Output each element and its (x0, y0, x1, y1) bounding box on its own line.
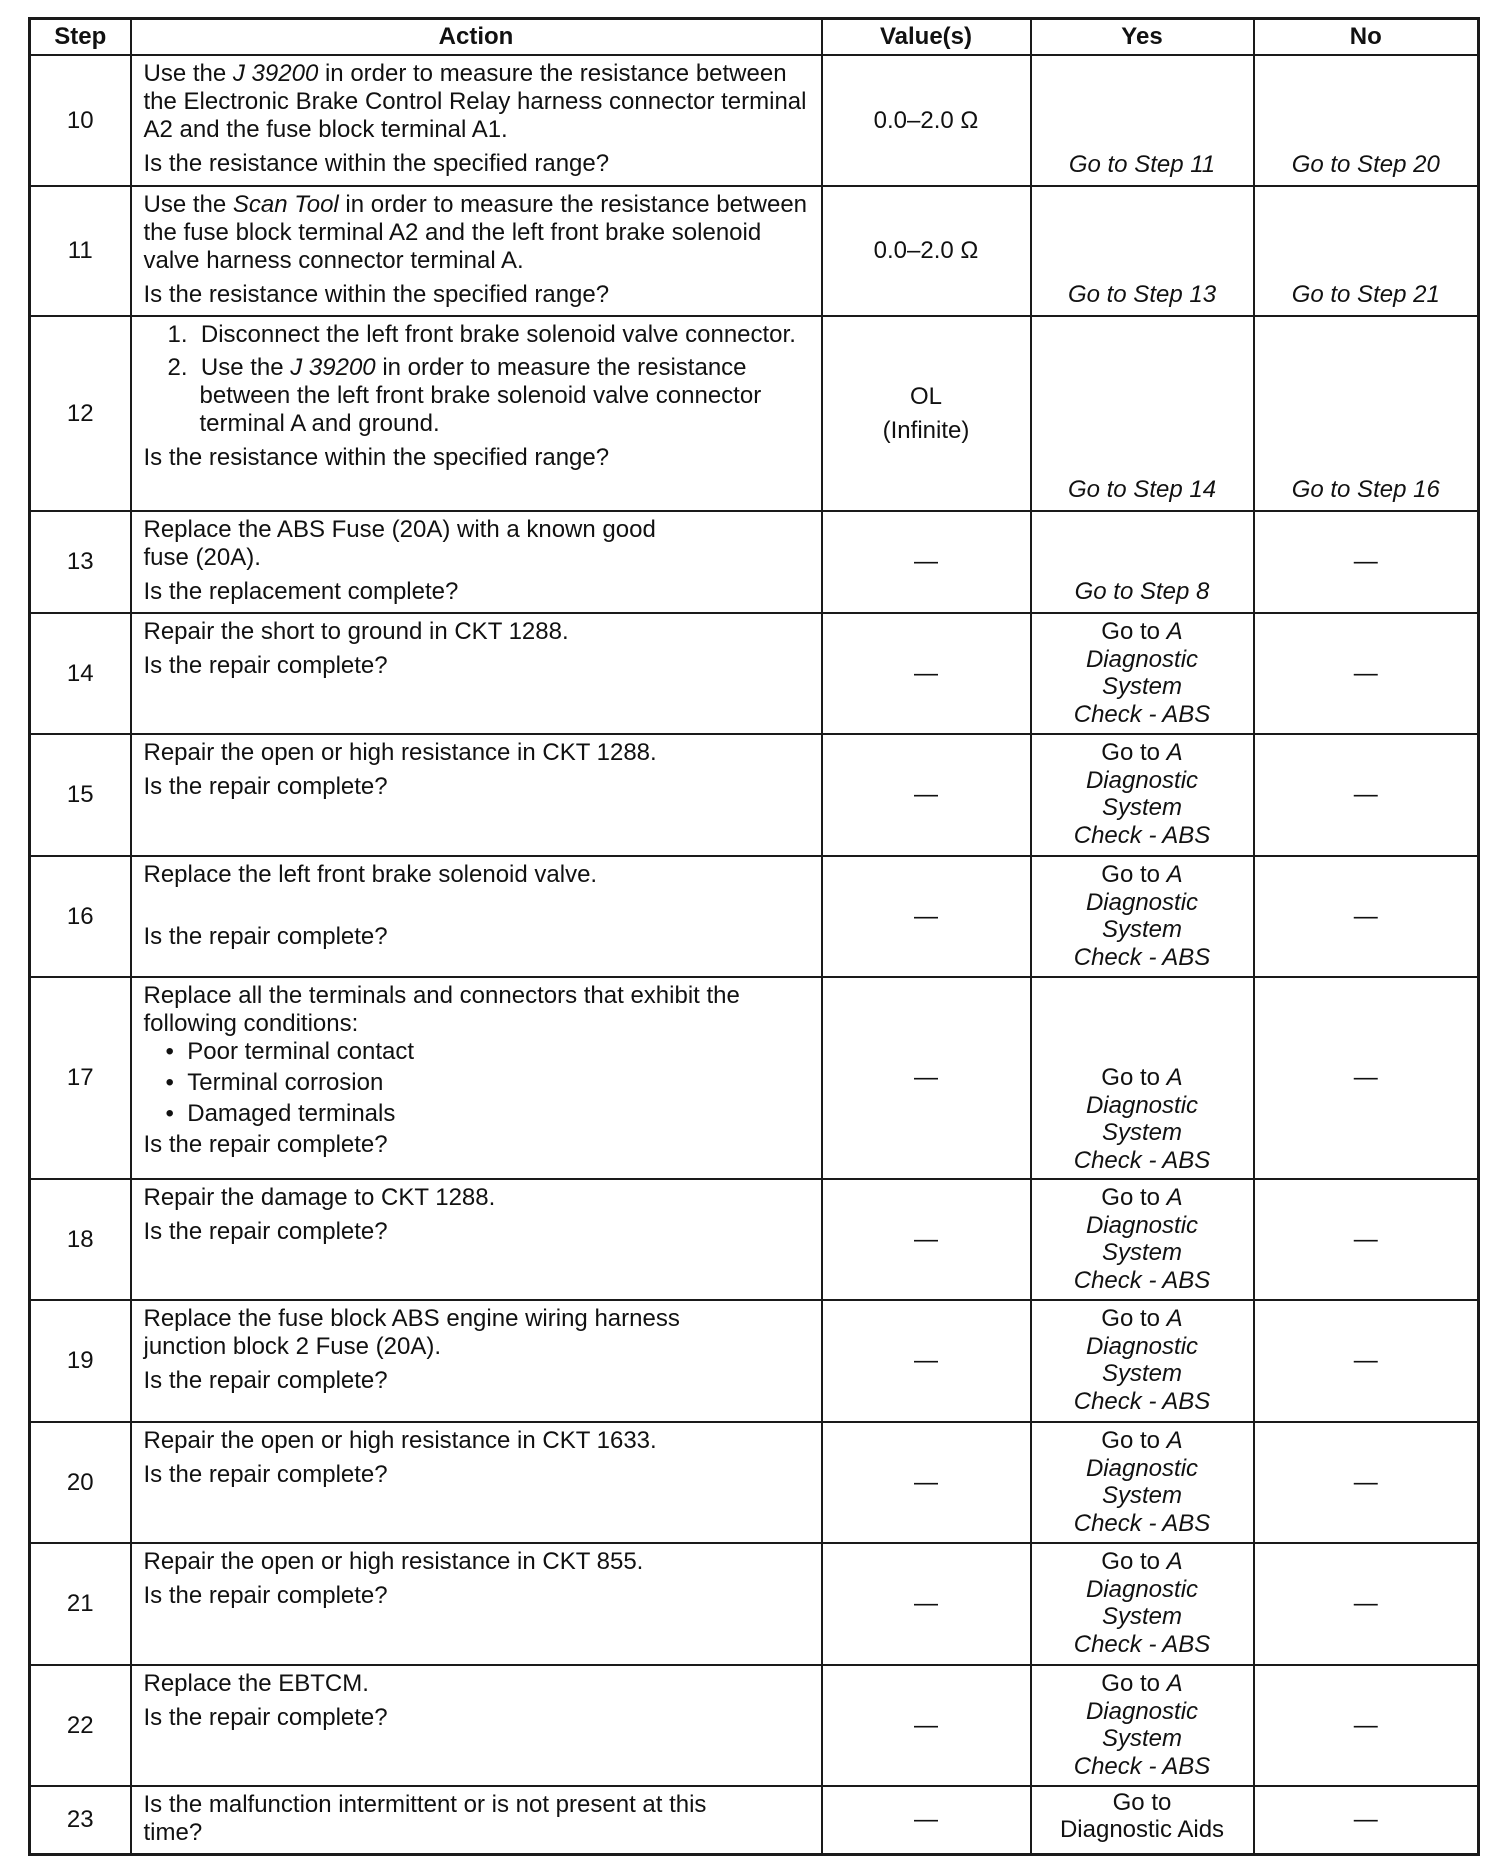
yes-cell (1031, 613, 1254, 734)
action-cell (131, 1786, 822, 1855)
step-number: 11 (30, 186, 131, 316)
action-cell (131, 856, 822, 977)
table-row (30, 1422, 1479, 1543)
yes-cell (1031, 1422, 1254, 1543)
yes-cell (1031, 1786, 1254, 1855)
value-cell: — (822, 1786, 1031, 1855)
yes-cell (1031, 1179, 1254, 1300)
diagnostic-table (28, 17, 1480, 1856)
yes-cell (1031, 1665, 1254, 1786)
action-cell (131, 1179, 822, 1300)
no-cell (1254, 856, 1479, 977)
header-no: No (1254, 19, 1479, 56)
value-cell: — (822, 856, 1031, 977)
action-cell (131, 1300, 822, 1422)
action-cell (131, 977, 822, 1179)
action-question: Is the resistance within the specified range? (143, 281, 610, 308)
no-goto: Go to Step 21 (1291, 281, 1440, 308)
diagnostic-check-link: Go to A Diagnostic System Check - ABS (1073, 1064, 1211, 1174)
action-cell (131, 55, 822, 186)
no-dash: — (1353, 781, 1378, 808)
diagnostic-check-link: Go to A Diagnostic System Check - ABS (1073, 1305, 1211, 1415)
no-dash: — (1353, 1806, 1378, 1833)
header-row (30, 19, 1479, 56)
step-number: 12 (30, 316, 131, 511)
yes-cell (1031, 856, 1254, 977)
diagnostic-check-link: Go to A Diagnostic System Check - ABS (1073, 1670, 1211, 1780)
no-dash: — (1353, 1590, 1378, 1617)
numbered-item: 1. Disconnect the left front brake solenoid valve connector. (167, 321, 796, 348)
step-number: 18 (30, 1179, 131, 1300)
yes-cell (1031, 1300, 1254, 1422)
value-line: (Infinite) (882, 416, 970, 444)
step-number: 13 (30, 511, 131, 613)
table-row (30, 734, 1479, 856)
diagnostic-aids-link: Go to Diagnostic Aids (1059, 1789, 1225, 1843)
step-number: 20 (30, 1422, 131, 1543)
no-dash: — (1353, 1064, 1378, 1091)
no-goto: Go to Step 16 (1291, 476, 1440, 503)
no-cell (1254, 1422, 1479, 1543)
action-text: Repair the open or high resistance in CKT 1633. (143, 1427, 657, 1454)
action-cell (131, 613, 822, 734)
action-text: Repair the open or high resistance in CKT 855. (143, 1548, 644, 1575)
action-question: Is the repair complete? (143, 1218, 388, 1245)
no-dash: — (1353, 548, 1378, 575)
table-row (30, 186, 1479, 316)
value-cell: — (822, 613, 1031, 734)
bullet-item: • Terminal corrosion (165, 1069, 384, 1096)
action-question: Is the repair complete? (143, 652, 388, 679)
diagnostic-check-link: Go to A Diagnostic System Check - ABS (1073, 618, 1211, 728)
value-cell: — (822, 1665, 1031, 1786)
action-text: Replace the fuse block ABS engine wiring harness junction block 2 Fuse (20A). (143, 1305, 680, 1360)
diagnostic-check-link: Go to A Diagnostic System Check - ABS (1073, 1427, 1211, 1537)
action-question: Is the repair complete? (143, 1461, 388, 1488)
action-text: Replace the left front brake solenoid valve. (143, 861, 598, 888)
table-row (30, 1665, 1479, 1786)
diagnostic-check-link: Go to A Diagnostic System Check - ABS (1073, 739, 1211, 849)
header-action: Action (131, 19, 822, 56)
no-cell (1254, 977, 1479, 1179)
yes-cell (1031, 55, 1254, 186)
no-cell (1254, 1300, 1479, 1422)
step-number: 22 (30, 1665, 131, 1786)
value-cell (822, 316, 1031, 511)
action-question: Is the repair complete? (143, 1704, 388, 1731)
bullet-item: • Damaged terminals (165, 1100, 396, 1127)
step-number: 14 (30, 613, 131, 734)
table-row (30, 977, 1479, 1179)
yes-cell (1031, 511, 1254, 613)
action-text: Replace all the terminals and connectors that exhibit the following conditions: (143, 982, 740, 1037)
action-question: Is the repair complete? (143, 773, 388, 800)
no-cell (1254, 1786, 1479, 1855)
value-cell: 0.0–2.0 Ω (822, 186, 1031, 316)
action-question: Is the malfunction intermittent or is not present at this time? (143, 1791, 707, 1846)
action-cell (131, 1665, 822, 1786)
value-line: OL (909, 382, 942, 410)
table-row (30, 1179, 1479, 1300)
step-number: 15 (30, 734, 131, 856)
action-text: Replace the ABS Fuse (20A) with a known good fuse (20A). (143, 516, 656, 571)
yes-cell (1031, 977, 1254, 1179)
table-row (30, 511, 1479, 613)
action-text: Repair the damage to CKT 1288. (143, 1184, 496, 1211)
action-text: Use the J 39200 in order to measure the resistance between the Electronic Brake Control Relay harness connector terminal A2 and the fuse block terminal A1. (143, 60, 807, 143)
header-yes: Yes (1031, 19, 1254, 56)
yes-cell (1031, 316, 1254, 511)
no-dash: — (1353, 1468, 1378, 1496)
value-cell: — (822, 511, 1031, 613)
value-cell: 0.0–2.0 Ω (822, 55, 1031, 186)
step-number: 16 (30, 856, 131, 977)
yes-goto: Go to Step 13 (1067, 281, 1217, 308)
yes-cell (1031, 1543, 1254, 1665)
no-dash: — (1353, 1347, 1378, 1374)
table-row (30, 1300, 1479, 1422)
value-cell: — (822, 1543, 1031, 1665)
yes-goto: Go to Step 8 (1074, 578, 1210, 605)
action-question: Is the resistance within the specified range? (143, 444, 610, 471)
action-cell (131, 186, 822, 316)
value-cell: — (822, 1422, 1031, 1543)
no-cell (1254, 1543, 1479, 1665)
action-question: Is the repair complete? (143, 1131, 388, 1158)
no-cell (1254, 55, 1479, 186)
action-cell (131, 1543, 822, 1665)
no-cell (1254, 1179, 1479, 1300)
value-cell: — (822, 734, 1031, 856)
no-dash: — (1353, 1711, 1378, 1739)
step-number: 10 (30, 55, 131, 186)
diagnostic-check-link: Go to A Diagnostic System Check - ABS (1073, 1184, 1211, 1294)
action-question: Is the resistance within the specified range? (143, 150, 610, 177)
table-row (30, 1543, 1479, 1665)
no-cell (1254, 613, 1479, 734)
step-number: 21 (30, 1543, 131, 1665)
step-number: 23 (30, 1786, 131, 1855)
table-row (30, 856, 1479, 977)
action-question: Is the repair complete? (143, 1582, 388, 1609)
no-dash: — (1353, 1225, 1378, 1253)
value-cell: — (822, 977, 1031, 1179)
action-text: Repair the open or high resistance in CKT 1288. (143, 739, 657, 766)
value-cell: — (822, 1179, 1031, 1300)
numbered-item: 2. Use the J 39200 in order to measure the resistance between the left front brake solenoid valve connector terminal A and ground. (167, 354, 762, 437)
table-row (30, 316, 1479, 511)
table-row (30, 55, 1479, 186)
no-cell (1254, 734, 1479, 856)
yes-goto: Go to Step 11 (1068, 151, 1216, 178)
no-cell (1254, 316, 1479, 511)
no-goto: Go to Step 20 (1291, 151, 1440, 178)
value-cell: — (822, 1300, 1031, 1422)
yes-goto: Go to Step 14 (1067, 476, 1217, 503)
action-question: Is the repair complete? (143, 923, 388, 950)
header-step: Step (30, 19, 131, 56)
no-cell (1254, 1665, 1479, 1786)
table-row (30, 1786, 1479, 1855)
header-values: Value(s) (822, 19, 1031, 56)
action-text: Replace the EBTCM. (143, 1670, 369, 1697)
action-cell (131, 316, 822, 511)
step-number: 19 (30, 1300, 131, 1422)
table-row (30, 613, 1479, 734)
action-text: Use the Scan Tool in order to measure the resistance between the fuse block terminal A2 and the left front brake solenoid valve harness connector terminal A. (143, 191, 808, 274)
yes-cell (1031, 734, 1254, 856)
step-number: 17 (30, 977, 131, 1179)
action-cell (131, 734, 822, 856)
bullet-item: • Poor terminal contact (165, 1038, 415, 1065)
diagnostic-check-link: Go to A Diagnostic System Check - ABS (1073, 861, 1211, 971)
no-dash: — (1353, 902, 1378, 930)
no-cell (1254, 511, 1479, 613)
action-cell (131, 511, 822, 613)
no-cell (1254, 186, 1479, 316)
action-question: Is the repair complete? (143, 1367, 388, 1394)
action-text: Repair the short to ground in CKT 1288. (143, 618, 569, 645)
action-cell (131, 1422, 822, 1543)
action-question: Is the replacement complete? (143, 578, 459, 605)
yes-cell (1031, 186, 1254, 316)
no-dash: — (1353, 659, 1378, 687)
diagnostic-check-link: Go to A Diagnostic System Check - ABS (1073, 1548, 1211, 1658)
